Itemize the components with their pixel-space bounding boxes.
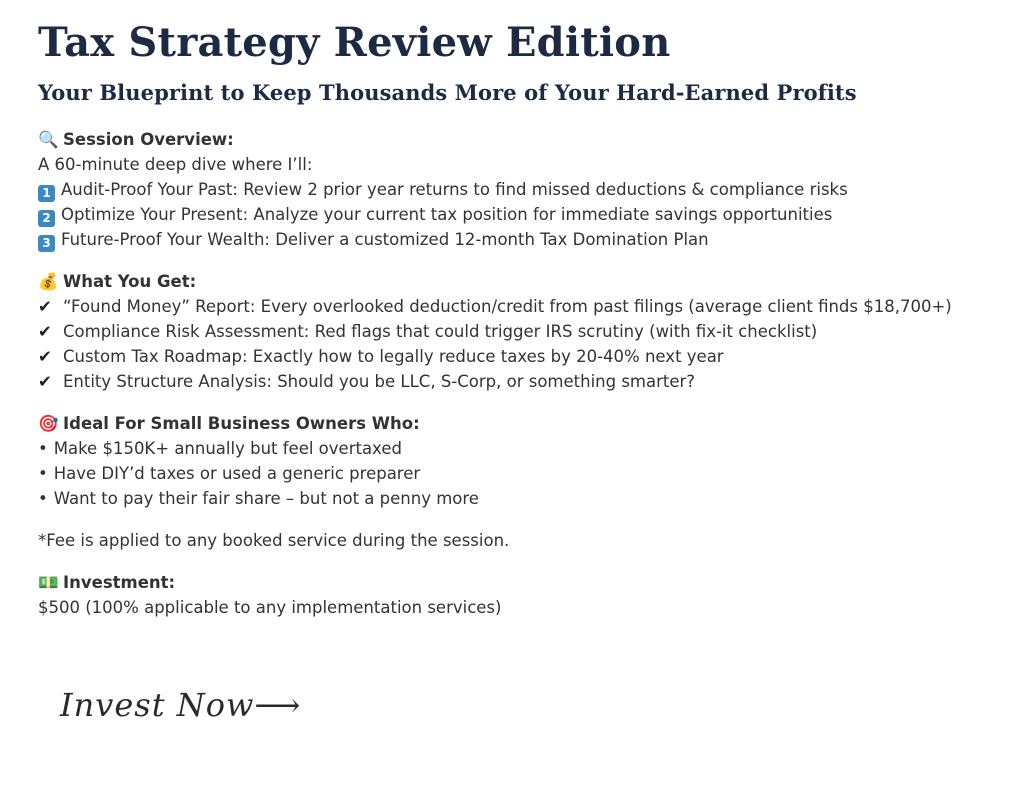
dollar-banknote-icon: 💵 [38, 573, 59, 592]
checkmark-icon: ✔ [38, 347, 52, 366]
list-item: • Want to pay their fair share – but not a penny more [38, 486, 998, 511]
bullet-icon: • [38, 489, 48, 508]
list-item: 1 Audit-Proof Your Past: Review 2 prior year returns to find missed deductions & compliance risks [38, 177, 998, 202]
page-title: Tax Strategy Review Edition [38, 19, 671, 66]
checkmark-icon: ✔ [38, 297, 52, 316]
list-item: ✔ Custom Tax Roadmap: Exactly how to legally reduce taxes by 20-40% next year [38, 344, 998, 369]
investment-heading: Investment: [63, 573, 176, 592]
magnifying-glass-icon: 🔍 [38, 130, 59, 149]
checkmark-icon: ✔ [38, 372, 52, 391]
list-item: ✔ “Found Money” Report: Every overlooked deduction/credit from past filings (average client finds $18,700+) [38, 294, 998, 319]
target-icon: 🎯 [38, 414, 59, 433]
list-item: • Have DIY’d taxes or used a generic preparer [38, 461, 998, 486]
list-item: 3 Future-Proof Your Wealth: Deliver a customized 12-month Tax Domination Plan [38, 227, 998, 252]
session-overview-intro: A 60-minute deep dive where I’ll: [38, 155, 313, 174]
page-subtitle: Your Blueprint to Keep Thousands More of Your Hard-Earned Profits [38, 80, 857, 105]
money-bag-icon: 💰 [38, 272, 59, 291]
bullet-icon: • [38, 464, 48, 483]
page-content [38, 14, 998, 620]
what-you-get-heading: What You Get: [63, 272, 197, 291]
investment-price: $500 (100% applicable to any implementation services) [38, 598, 502, 617]
list-item: 2 Optimize Your Present: Analyze your current tax position for immediate savings opportunities [38, 202, 998, 227]
checkmark-icon: ✔ [38, 322, 52, 341]
bullet-icon: • [38, 439, 48, 458]
list-item: ✔ Compliance Risk Assessment: Red flags that could trigger IRS scrutiny (with fix-it checklist) [38, 319, 998, 344]
invest-now-button[interactable]: Invest Now⟶ [60, 686, 302, 724]
what-you-get-section [38, 269, 998, 394]
ideal-for-section [38, 411, 998, 511]
keycap-two-icon: 2 [38, 210, 55, 227]
investment-section [38, 570, 998, 620]
ideal-for-heading: Ideal For Small Business Owners Who: [63, 414, 420, 433]
session-overview-heading: Session Overview: [63, 130, 234, 149]
keycap-three-icon: 3 [38, 235, 55, 252]
list-item: ✔ Entity Structure Analysis: Should you be LLC, S-Corp, or something smarter? [38, 369, 998, 394]
keycap-one-icon: 1 [38, 185, 55, 202]
list-item: • Make $150K+ annually but feel overtaxed [38, 436, 998, 461]
session-overview-section [38, 127, 998, 252]
fee-note: *Fee is applied to any booked service during the session. [38, 531, 510, 550]
